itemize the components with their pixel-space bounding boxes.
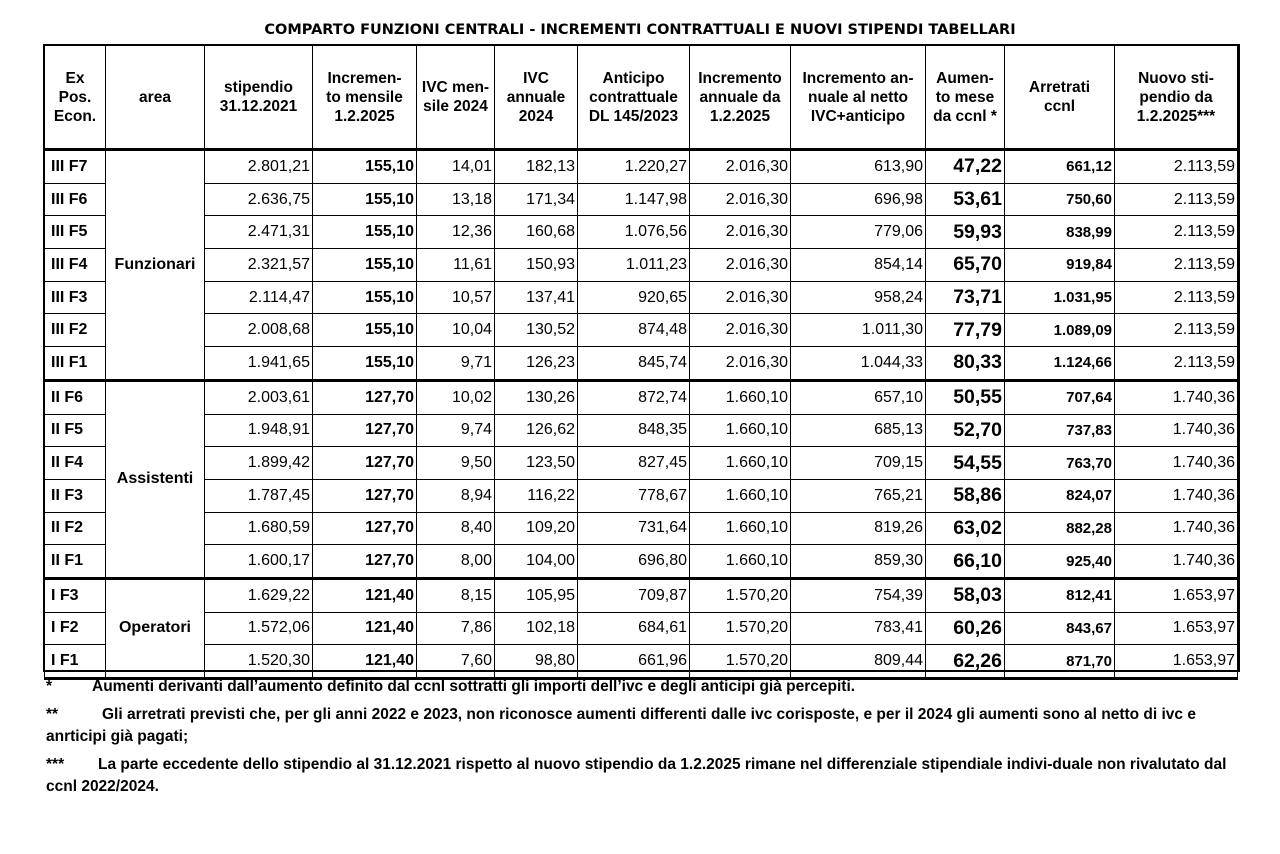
stip-cell: 2.003,61 (205, 380, 313, 414)
incra-cell: 2.016,30 (690, 281, 791, 314)
nuovo-cell: 1.740,36 (1115, 479, 1238, 512)
ivca-cell: 150,93 (495, 249, 578, 282)
incra-cell: 1.660,10 (690, 414, 791, 447)
arr-cell: 919,84 (1005, 249, 1115, 282)
incr-cell: 127,70 (313, 414, 417, 447)
ivcm-cell: 13,18 (417, 183, 495, 216)
footnote-text: Gli arretrati previsti che, per gli anni 2022 e 2023, non riconosce aumenti differenti dalle ivc corisposte, e per il 2024 gli aumenti sono al netto di ivc e anrticipi già pagati; (46, 706, 1196, 745)
antic-cell: 1.011,23 (578, 249, 690, 282)
column-header: Incremento annuale da 1.2.2025 (690, 46, 791, 150)
aum-cell: 60,26 (926, 612, 1005, 645)
nuovo-cell: 2.113,59 (1115, 216, 1238, 249)
arr-cell: 925,40 (1005, 545, 1115, 579)
nuovo-cell: 1.740,36 (1115, 414, 1238, 447)
ivcm-cell: 11,61 (417, 249, 495, 282)
aum-cell: 73,71 (926, 281, 1005, 314)
nuovo-cell: 2.113,59 (1115, 183, 1238, 216)
nuovo-cell: 1.653,97 (1115, 578, 1238, 612)
position-code-cell: III F7 (45, 150, 106, 184)
antic-cell: 872,74 (578, 380, 690, 414)
antic-cell: 1.220,27 (578, 150, 690, 184)
footnote-mark: * (46, 678, 53, 695)
incr-cell: 155,10 (313, 183, 417, 216)
column-header: Ex Pos. Econ. (45, 46, 106, 150)
incra-cell: 1.660,10 (690, 545, 791, 579)
area-cell: Operatori (106, 578, 205, 678)
antic-cell: 731,64 (578, 512, 690, 545)
ivcm-cell: 7,60 (417, 645, 495, 679)
table-row (45, 380, 1238, 414)
column-header: IVC annuale 2024 (495, 46, 578, 150)
footnote (46, 704, 1236, 748)
aum-cell: 47,22 (926, 150, 1005, 184)
incra-cell: 2.016,30 (690, 150, 791, 184)
ivcm-cell: 7,86 (417, 612, 495, 645)
antic-cell: 1.076,56 (578, 216, 690, 249)
ivca-cell: 116,22 (495, 479, 578, 512)
incr-cell: 127,70 (313, 479, 417, 512)
netto-cell: 783,41 (791, 612, 926, 645)
stip-cell: 1.899,42 (205, 447, 313, 480)
table-row (45, 347, 1238, 381)
column-header: Arretrati ccnl (1005, 46, 1115, 150)
incr-cell: 127,70 (313, 380, 417, 414)
ivcm-cell: 9,71 (417, 347, 495, 381)
incr-cell: 127,70 (313, 447, 417, 480)
arr-cell: 843,67 (1005, 612, 1115, 645)
netto-cell: 958,24 (791, 281, 926, 314)
table-row (45, 183, 1238, 216)
incr-cell: 121,40 (313, 612, 417, 645)
column-header: area (106, 46, 205, 150)
ivcm-cell: 9,74 (417, 414, 495, 447)
stip-cell: 1.941,65 (205, 347, 313, 381)
footnote (46, 754, 1236, 798)
incr-cell: 155,10 (313, 150, 417, 184)
antic-cell: 920,65 (578, 281, 690, 314)
ivca-cell: 160,68 (495, 216, 578, 249)
ivca-cell: 105,95 (495, 578, 578, 612)
column-header: Incremento an- nuale al netto IVC+anticipo (791, 46, 926, 150)
ivca-cell: 102,18 (495, 612, 578, 645)
arr-cell: 871,70 (1005, 645, 1115, 679)
stip-cell: 1.948,91 (205, 414, 313, 447)
position-code-cell: II F4 (45, 447, 106, 480)
incr-cell: 155,10 (313, 314, 417, 347)
arr-cell: 824,07 (1005, 479, 1115, 512)
footnote-mark: ** (46, 706, 59, 723)
stip-cell: 1.520,30 (205, 645, 313, 679)
antic-cell: 874,48 (578, 314, 690, 347)
table-header-row (45, 46, 1238, 150)
ivcm-cell: 8,94 (417, 479, 495, 512)
table-row (45, 249, 1238, 282)
incra-cell: 1.570,20 (690, 612, 791, 645)
netto-cell: 709,15 (791, 447, 926, 480)
column-header: Aumen- to mese da ccnl * (926, 46, 1005, 150)
incra-cell: 1.660,10 (690, 479, 791, 512)
antic-cell: 827,45 (578, 447, 690, 480)
stip-cell: 1.600,17 (205, 545, 313, 579)
nuovo-cell: 2.113,59 (1115, 150, 1238, 184)
aum-cell: 65,70 (926, 249, 1005, 282)
nuovo-cell: 1.740,36 (1115, 380, 1238, 414)
aum-cell: 62,26 (926, 645, 1005, 679)
table-row (45, 216, 1238, 249)
table-row (45, 545, 1238, 579)
position-code-cell: I F3 (45, 578, 106, 612)
antic-cell: 709,87 (578, 578, 690, 612)
netto-cell: 754,39 (791, 578, 926, 612)
arr-cell: 882,28 (1005, 512, 1115, 545)
document-title: COMPARTO FUNZIONI CENTRALI - INCREMENTI CONTRATTUALI E NUOVI STIPENDI TABELLARI (264, 22, 1016, 38)
footnote-text: La parte eccedente dello stipendio al 31.12.2021 rispetto al nuovo stipendio da 1.2.2025 rimane nel differenziale stipendiale indivi-duale non rivalutato dal ccnl 2022/2024. (46, 756, 1227, 795)
column-header: Nuovo sti- pendio da 1.2.2025*** (1115, 46, 1238, 150)
arr-cell: 812,41 (1005, 578, 1115, 612)
ivcm-cell: 8,40 (417, 512, 495, 545)
position-code-cell: III F3 (45, 281, 106, 314)
arr-cell: 1.124,66 (1005, 347, 1115, 381)
antic-cell: 696,80 (578, 545, 690, 579)
incr-cell: 155,10 (313, 281, 417, 314)
incr-cell: 127,70 (313, 512, 417, 545)
incr-cell: 155,10 (313, 249, 417, 282)
position-code-cell: III F4 (45, 249, 106, 282)
aum-cell: 50,55 (926, 380, 1005, 414)
ivca-cell: 104,00 (495, 545, 578, 579)
stip-cell: 2.321,57 (205, 249, 313, 282)
nuovo-cell: 1.653,97 (1115, 645, 1238, 679)
nuovo-cell: 2.113,59 (1115, 314, 1238, 347)
position-code-cell: I F1 (45, 645, 106, 679)
ivca-cell: 130,26 (495, 380, 578, 414)
incr-cell: 127,70 (313, 545, 417, 579)
netto-cell: 657,10 (791, 380, 926, 414)
arr-cell: 737,83 (1005, 414, 1115, 447)
netto-cell: 819,26 (791, 512, 926, 545)
aum-cell: 77,79 (926, 314, 1005, 347)
column-header: IVC men- sile 2024 (417, 46, 495, 150)
arr-cell: 1.031,95 (1005, 281, 1115, 314)
column-header: Incremen- to mensile 1.2.2025 (313, 46, 417, 150)
table-row (45, 281, 1238, 314)
antic-cell: 661,96 (578, 645, 690, 679)
table-row (45, 447, 1238, 480)
aum-cell: 53,61 (926, 183, 1005, 216)
ivcm-cell: 9,50 (417, 447, 495, 480)
stip-cell: 2.471,31 (205, 216, 313, 249)
arr-cell: 661,12 (1005, 150, 1115, 184)
stip-cell: 2.008,68 (205, 314, 313, 347)
nuovo-cell: 2.113,59 (1115, 281, 1238, 314)
aum-cell: 59,93 (926, 216, 1005, 249)
netto-cell: 696,98 (791, 183, 926, 216)
table-row (45, 150, 1238, 184)
incr-cell: 121,40 (313, 578, 417, 612)
antic-cell: 778,67 (578, 479, 690, 512)
table-body (45, 150, 1238, 679)
netto-cell: 779,06 (791, 216, 926, 249)
aum-cell: 58,03 (926, 578, 1005, 612)
netto-cell: 685,13 (791, 414, 926, 447)
ivcm-cell: 8,00 (417, 545, 495, 579)
antic-cell: 848,35 (578, 414, 690, 447)
nuovo-cell: 2.113,59 (1115, 249, 1238, 282)
position-code-cell: II F1 (45, 545, 106, 579)
footnote-mark: *** (46, 756, 65, 773)
incra-cell: 1.570,20 (690, 645, 791, 679)
incra-cell: 2.016,30 (690, 347, 791, 381)
area-cell: Funzionari (106, 150, 205, 381)
incra-cell: 1.570,20 (690, 578, 791, 612)
netto-cell: 613,90 (791, 150, 926, 184)
arr-cell: 838,99 (1005, 216, 1115, 249)
stip-cell: 2.801,21 (205, 150, 313, 184)
netto-cell: 765,21 (791, 479, 926, 512)
position-code-cell: III F2 (45, 314, 106, 347)
aum-cell: 66,10 (926, 545, 1005, 579)
position-code-cell: II F3 (45, 479, 106, 512)
ivcm-cell: 10,02 (417, 380, 495, 414)
netto-cell: 1.011,30 (791, 314, 926, 347)
column-header: stipendio 31.12.2021 (205, 46, 313, 150)
stip-cell: 2.636,75 (205, 183, 313, 216)
position-code-cell: II F2 (45, 512, 106, 545)
incr-cell: 155,10 (313, 216, 417, 249)
table-row (45, 479, 1238, 512)
aum-cell: 54,55 (926, 447, 1005, 480)
nuovo-cell: 1.740,36 (1115, 545, 1238, 579)
ivcm-cell: 10,04 (417, 314, 495, 347)
position-code-cell: III F6 (45, 183, 106, 216)
ivca-cell: 182,13 (495, 150, 578, 184)
ivca-cell: 98,80 (495, 645, 578, 679)
stip-cell: 2.114,47 (205, 281, 313, 314)
ivcm-cell: 8,15 (417, 578, 495, 612)
ivcm-cell: 12,36 (417, 216, 495, 249)
footnote-text: Aumenti derivanti dall’aumento definito dal ccnl sottratti gli importi dell’ivc e degli anticipi già percepiti. (92, 678, 856, 695)
stip-cell: 1.572,06 (205, 612, 313, 645)
position-code-cell: III F5 (45, 216, 106, 249)
area-cell: Assistenti (106, 380, 205, 578)
footnotes (46, 676, 1236, 804)
position-code-cell: I F2 (45, 612, 106, 645)
nuovo-cell: 1.653,97 (1115, 612, 1238, 645)
incr-cell: 155,10 (313, 347, 417, 381)
table-row (45, 612, 1238, 645)
table-row (45, 314, 1238, 347)
table-row (45, 414, 1238, 447)
arr-cell: 707,64 (1005, 380, 1115, 414)
footnote (46, 676, 1236, 698)
column-header: Anticipo contrattuale DL 145/2023 (578, 46, 690, 150)
netto-cell: 1.044,33 (791, 347, 926, 381)
ivca-cell: 109,20 (495, 512, 578, 545)
ivcm-cell: 14,01 (417, 150, 495, 184)
stip-cell: 1.787,45 (205, 479, 313, 512)
netto-cell: 859,30 (791, 545, 926, 579)
arr-cell: 763,70 (1005, 447, 1115, 480)
ivca-cell: 171,34 (495, 183, 578, 216)
ivca-cell: 126,62 (495, 414, 578, 447)
position-code-cell: III F1 (45, 347, 106, 381)
ivca-cell: 130,52 (495, 314, 578, 347)
aum-cell: 63,02 (926, 512, 1005, 545)
incra-cell: 2.016,30 (690, 249, 791, 282)
ivca-cell: 137,41 (495, 281, 578, 314)
arr-cell: 1.089,09 (1005, 314, 1115, 347)
antic-cell: 845,74 (578, 347, 690, 381)
aum-cell: 58,86 (926, 479, 1005, 512)
incra-cell: 2.016,30 (690, 216, 791, 249)
incra-cell: 2.016,30 (690, 314, 791, 347)
incra-cell: 1.660,10 (690, 512, 791, 545)
incra-cell: 2.016,30 (690, 183, 791, 216)
table-row (45, 512, 1238, 545)
ivca-cell: 126,23 (495, 347, 578, 381)
ivca-cell: 123,50 (495, 447, 578, 480)
aum-cell: 80,33 (926, 347, 1005, 381)
aum-cell: 52,70 (926, 414, 1005, 447)
position-code-cell: II F6 (45, 380, 106, 414)
nuovo-cell: 2.113,59 (1115, 347, 1238, 381)
incra-cell: 1.660,10 (690, 380, 791, 414)
incr-cell: 121,40 (313, 645, 417, 679)
nuovo-cell: 1.740,36 (1115, 447, 1238, 480)
incra-cell: 1.660,10 (690, 447, 791, 480)
nuovo-cell: 1.740,36 (1115, 512, 1238, 545)
salary-table (44, 45, 1238, 680)
arr-cell: 750,60 (1005, 183, 1115, 216)
table-row (45, 578, 1238, 612)
netto-cell: 854,14 (791, 249, 926, 282)
position-code-cell: II F5 (45, 414, 106, 447)
antic-cell: 684,61 (578, 612, 690, 645)
ivcm-cell: 10,57 (417, 281, 495, 314)
table-row (45, 645, 1238, 679)
stip-cell: 1.680,59 (205, 512, 313, 545)
netto-cell: 809,44 (791, 645, 926, 679)
stip-cell: 1.629,22 (205, 578, 313, 612)
antic-cell: 1.147,98 (578, 183, 690, 216)
